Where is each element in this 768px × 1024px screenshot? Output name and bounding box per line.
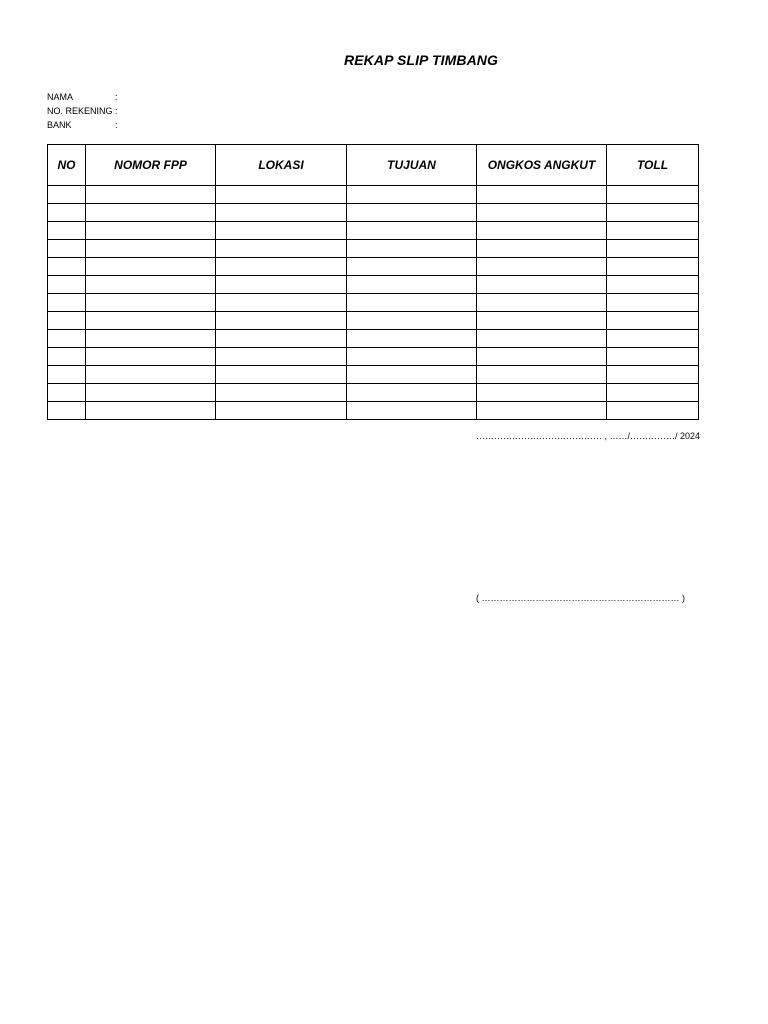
info-value-bank (123, 118, 163, 132)
table-cell (607, 240, 699, 258)
table-cell (347, 348, 477, 366)
signature-name-line: ( ………………………………………………………… ) (476, 593, 685, 603)
table-cell (216, 294, 347, 312)
info-colon: : (115, 120, 118, 130)
account-info (47, 90, 163, 132)
table-row (48, 366, 699, 384)
table-cell (607, 222, 699, 240)
table-cell (48, 204, 86, 222)
table-cell (477, 366, 607, 384)
table-cell (48, 240, 86, 258)
table-row (48, 222, 699, 240)
table-cell (216, 258, 347, 276)
table-cell (48, 366, 86, 384)
table-cell (477, 258, 607, 276)
table-row (48, 330, 699, 348)
table-row (48, 294, 699, 312)
table-cell (477, 330, 607, 348)
table-cell (347, 258, 477, 276)
table-cell (347, 366, 477, 384)
table-cell (607, 348, 699, 366)
table-row (48, 258, 699, 276)
table-row (48, 348, 699, 366)
table-cell (86, 330, 216, 348)
info-colon: : (115, 92, 118, 102)
info-value-no-rekening (123, 104, 163, 118)
table-cell (607, 276, 699, 294)
table-cell (347, 384, 477, 402)
table-cell (477, 348, 607, 366)
table-cell (86, 402, 216, 420)
column-header-no: NO (48, 145, 86, 186)
table-cell (477, 312, 607, 330)
table-cell (216, 186, 347, 204)
table-cell (347, 294, 477, 312)
table-cell (477, 276, 607, 294)
table-cell (216, 312, 347, 330)
table-cell (48, 402, 86, 420)
table-cell (347, 204, 477, 222)
table-row (48, 204, 699, 222)
info-label: NAMA (47, 92, 74, 102)
table-cell (347, 240, 477, 258)
table-cell (347, 312, 477, 330)
table-row (48, 276, 699, 294)
table-body (48, 186, 699, 420)
table-cell (216, 276, 347, 294)
table-cell (607, 186, 699, 204)
table-cell (86, 276, 216, 294)
table-cell (347, 186, 477, 204)
table-cell (607, 294, 699, 312)
table-cell (607, 384, 699, 402)
table-cell (48, 222, 86, 240)
table-cell (86, 294, 216, 312)
table-cell (86, 258, 216, 276)
table-cell (216, 384, 347, 402)
column-header-nomor-fpp: NOMOR FPP (86, 145, 216, 186)
table-row (48, 240, 699, 258)
column-header-lokasi: LOKASI (216, 145, 347, 186)
table-cell (48, 312, 86, 330)
column-header-toll: TOLL (607, 145, 699, 186)
slip-table (47, 144, 699, 420)
table-cell (347, 222, 477, 240)
info-label: NO. REKENING (47, 106, 113, 116)
table-cell (607, 402, 699, 420)
table-cell (86, 204, 216, 222)
table-cell (477, 186, 607, 204)
table-cell (86, 348, 216, 366)
table-cell (86, 384, 216, 402)
table-row (48, 384, 699, 402)
table-cell (86, 186, 216, 204)
table-row (48, 186, 699, 204)
table-cell (347, 330, 477, 348)
table-cell (216, 402, 347, 420)
table-cell (477, 222, 607, 240)
table-cell (86, 366, 216, 384)
info-row-bank (47, 118, 163, 132)
table-cell (607, 258, 699, 276)
table-cell (48, 348, 86, 366)
table-cell (86, 222, 216, 240)
table-cell (48, 276, 86, 294)
table-row (48, 402, 699, 420)
table-cell (477, 240, 607, 258)
table-cell (48, 186, 86, 204)
table-cell (607, 330, 699, 348)
table-cell (216, 240, 347, 258)
table-row (48, 312, 699, 330)
table-cell (86, 240, 216, 258)
table-cell (48, 330, 86, 348)
table-cell (216, 330, 347, 348)
info-row-no-rekening (47, 104, 163, 118)
table-cell (607, 312, 699, 330)
table-cell (607, 204, 699, 222)
table-cell (477, 294, 607, 312)
table-cell (86, 312, 216, 330)
table-cell (216, 204, 347, 222)
page-title: REKAP SLIP TIMBANG (344, 52, 498, 68)
table-cell (477, 384, 607, 402)
table-cell (477, 204, 607, 222)
table-cell (347, 276, 477, 294)
table-cell (48, 384, 86, 402)
table-cell (48, 258, 86, 276)
table-cell (216, 222, 347, 240)
table-cell (477, 402, 607, 420)
info-value-nama (123, 90, 163, 104)
info-row-nama (47, 90, 163, 104)
table-cell (48, 294, 86, 312)
table-header-row (48, 145, 699, 186)
info-colon: : (115, 106, 118, 116)
table-cell (607, 366, 699, 384)
signature-date-line: …………………………………… , ……/……………/ 2024 (476, 431, 701, 441)
table-cell (216, 348, 347, 366)
info-label: BANK (47, 120, 72, 130)
column-header-tujuan: TUJUAN (347, 145, 477, 186)
column-header-ongkos-angkut: ONGKOS ANGKUT (477, 145, 607, 186)
table-cell (216, 366, 347, 384)
table-cell (347, 402, 477, 420)
